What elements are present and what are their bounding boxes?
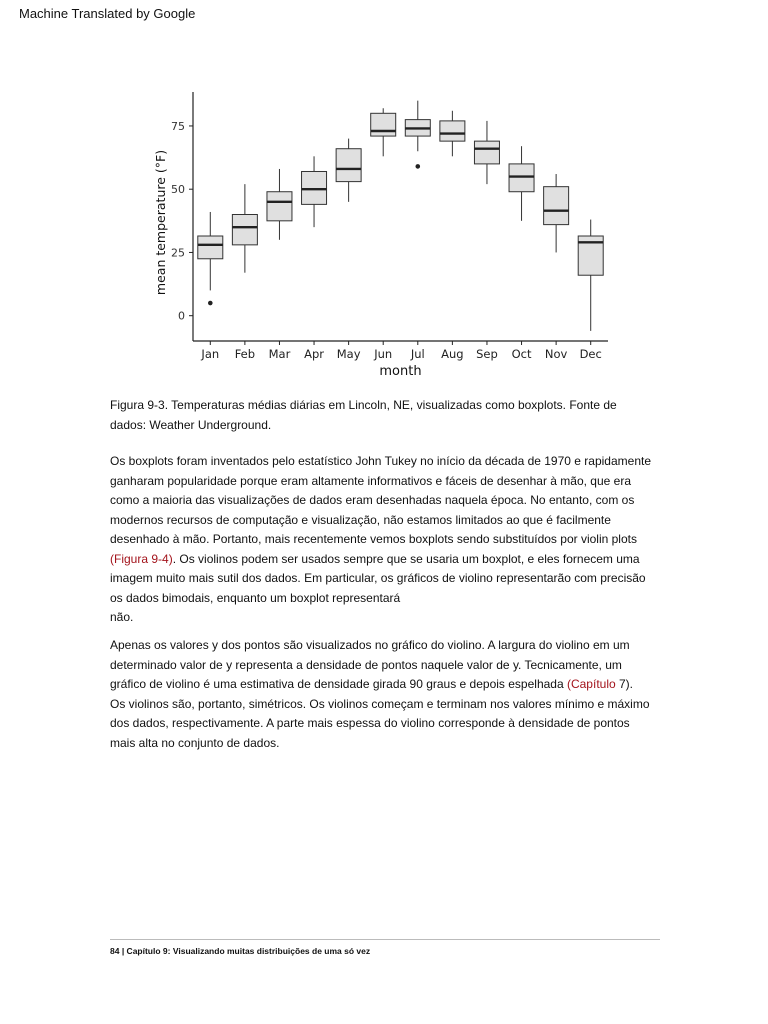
caption-line-1: Figura 9-3. Temperaturas médias diárias em Lincoln, NE, visualizadas como boxplots. Fonte de — [110, 398, 617, 412]
x-axis-title: month — [379, 364, 422, 379]
x-tick-label: May — [336, 347, 361, 361]
text-line: imagem muito mais sutil dos dados. Em particular, os gráficos de violino representarão com precisão — [110, 571, 646, 585]
text-line: mais alta no conjunto de dados. — [110, 735, 280, 750]
text-span: . Os violinos podem ser usados sempre que se usaria um boxplot, e eles fornecem uma — [172, 551, 640, 566]
text-line: os dados bimodais, enquanto um boxplot representará — [110, 590, 401, 605]
text-line — [110, 675, 670, 695]
figure-caption — [110, 396, 670, 435]
x-tick-label: Sep — [476, 347, 498, 361]
x-tick-label: Jun — [374, 347, 393, 361]
y-tick-label: 50 — [171, 183, 185, 197]
footer-divider — [110, 939, 660, 940]
text-line: ganharam popularidade porque eram altamente informativos e fáceis de desenhar à mão, que era — [110, 473, 631, 488]
box-iqr — [509, 164, 534, 192]
text-span: 7). — [615, 677, 634, 691]
y-axis-title: mean temperature (°F) — [153, 149, 168, 296]
text-line: dos dados, respectivamente. A parte mais espessa do violino corresponde à densidade de pontos — [110, 716, 630, 730]
box-iqr — [267, 192, 292, 221]
text-line: Os violinos são, portanto, simétricos. Os violinos começam e terminam nos valores mínimo e máximo — [110, 696, 650, 711]
outlier-point — [415, 164, 420, 169]
caption-line-2: dados: Weather Underground. — [110, 417, 272, 432]
x-tick-label: Apr — [304, 347, 324, 361]
box-iqr — [371, 113, 396, 136]
x-tick-label: Dec — [579, 347, 602, 361]
chapter-7-link[interactable]: (Capítulo — [566, 677, 616, 691]
box-iqr — [544, 187, 569, 225]
box-iqr — [474, 141, 499, 164]
box-iqr — [302, 171, 327, 204]
page-footer: 84 | Capítulo 9: Visualizando muitas distribuições de uma só vez — [110, 946, 371, 956]
x-tick-label: Nov — [544, 347, 568, 361]
box-iqr — [440, 121, 465, 141]
box-iqr — [198, 236, 223, 259]
x-tick-label: Feb — [234, 347, 256, 361]
text-line: Apenas os valores y dos pontos são visualizados no gráfico do violino. A largura do violino em um — [110, 638, 630, 652]
machine-translation-banner: Machine Translated by Google — [19, 6, 196, 21]
text-line: Os boxplots foram inventados pelo estatístico John Tukey no início da década de 1970 e rapidamente — [110, 454, 652, 468]
x-tick-label: Mar — [268, 347, 291, 361]
x-tick-label: Jul — [410, 347, 425, 361]
text-line: determinado valor de y representa a densidade de pontos naquele valor de y. Tecnicamente, um — [110, 657, 622, 672]
x-tick-label: Jan — [201, 347, 220, 361]
x-tick-label: Aug — [441, 347, 464, 361]
box-iqr — [232, 215, 257, 245]
text-span: gráfico de violino é uma estimativa de densidade girada 90 graus e depois espelhada — [110, 677, 567, 691]
text-line — [110, 550, 670, 570]
paragraph-boxplots-history — [110, 452, 670, 628]
y-tick-label: 25 — [171, 246, 185, 260]
text-line: como a maioria das visualizações de dados eram desenhadas naquela época. No entanto, com os — [110, 493, 635, 507]
paragraph-violin-plots — [110, 636, 670, 753]
outlier-point — [208, 301, 213, 306]
box-iqr — [336, 149, 361, 182]
temperature-boxplot-chart — [150, 88, 620, 383]
figure-9-4-link[interactable]: (Figura 9-4) — [110, 551, 173, 566]
y-tick-label: 0 — [178, 309, 185, 323]
y-tick-label: 75 — [171, 119, 185, 133]
text-line: modernos recursos de computação e visualização, não estamos limitados ao que é facilmente — [110, 512, 611, 527]
text-line: não. — [110, 610, 134, 624]
text-line: desenhado à mão. Portanto, mais recentemente vemos boxplots sendo substituídos por violin plots — [110, 532, 637, 546]
x-tick-label: Oct — [511, 347, 532, 361]
